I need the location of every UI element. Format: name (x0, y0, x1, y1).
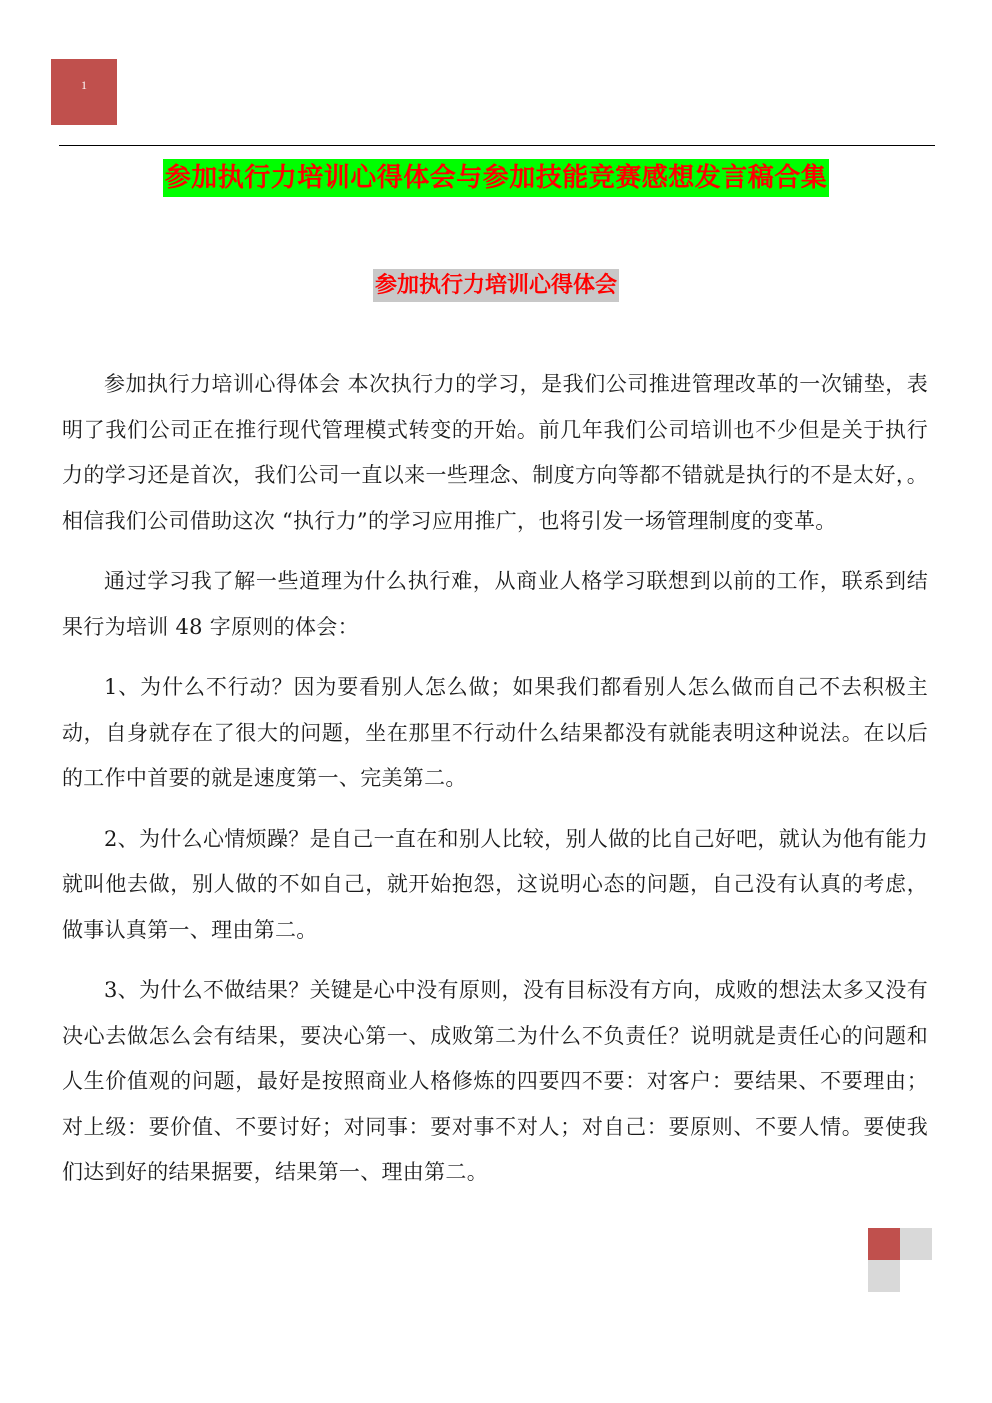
corner-decoration-red-square (868, 1228, 900, 1260)
header-divider (59, 145, 935, 146)
corner-decoration-gray-square-bottom (868, 1260, 900, 1292)
corner-decoration-gray-square-right (900, 1228, 932, 1260)
main-title-container (0, 159, 992, 197)
document-body (62, 362, 928, 1211)
section-title-container (0, 269, 992, 302)
page-number-badge (51, 59, 117, 125)
section-title: 参加执行力培训心得体会 (373, 269, 619, 302)
paragraph-point-2: 2、为什么心情烦躁？是自己一直在和别人比较，别人做的比自己好吧，就认为他有能力就叫他去做，别人做的不如自己，就开始抱怨，这说明心态的问题，自己没有认真的考虑，做事认真第一、理由第二。 (62, 826, 928, 942)
paragraph-point-1: 1、为什么不行动？因为要看别人怎么做；如果我们都看别人怎么做而自己不去积极主动，自身就存在了很大的问题，坐在那里不行动什么结果都没有就能表明这种说法。在以后的工作中首要的就是速度第一、完美第二。 (62, 675, 928, 790)
main-title: 参加执行力培训心得体会与参加技能竞赛感想发言稿合集 (163, 159, 830, 197)
paragraph-point-3: 3、为什么不做结果？关键是心中没有原则，没有目标没有方向，成败的想法太多又没有决心去做怎么会有结果，要决心第一、成败第二为什么不负责任？说明就是责任心的问题和人生价值观的问题，最好是按照商业人格修炼的四要四不要：对客户：要结果、不要理由；对上级：要价值、不要讨好；对同事：要对事不对人；对自己：要原则、不要人情。要使我们达到好的结果据要，结果第一、理由第二。 (62, 978, 928, 1184)
page-number: 1 (81, 78, 87, 92)
paragraph-lead: 通过学习我了解一些道理为什么执行难，从商业人格学习联想到以前的工作，联系到结果行为培训 48 字原则的体会： (62, 569, 928, 639)
paragraph-intro: 参加执行力培训心得体会 本次执行力的学习，是我们公司推进管理改革的一次铺垫，表明了我们公司正在推行现代管理模式转变的开始。前几年我们公司培训也不少但是关于执行力的学习还是首次，我们公司一直以来一些理念、制度方向等都不错就是执行的不是太好，。相信我们公司借助这次 “执行力”的学习应用推广，也将引发一场管理制度的变革。 (62, 372, 928, 533)
